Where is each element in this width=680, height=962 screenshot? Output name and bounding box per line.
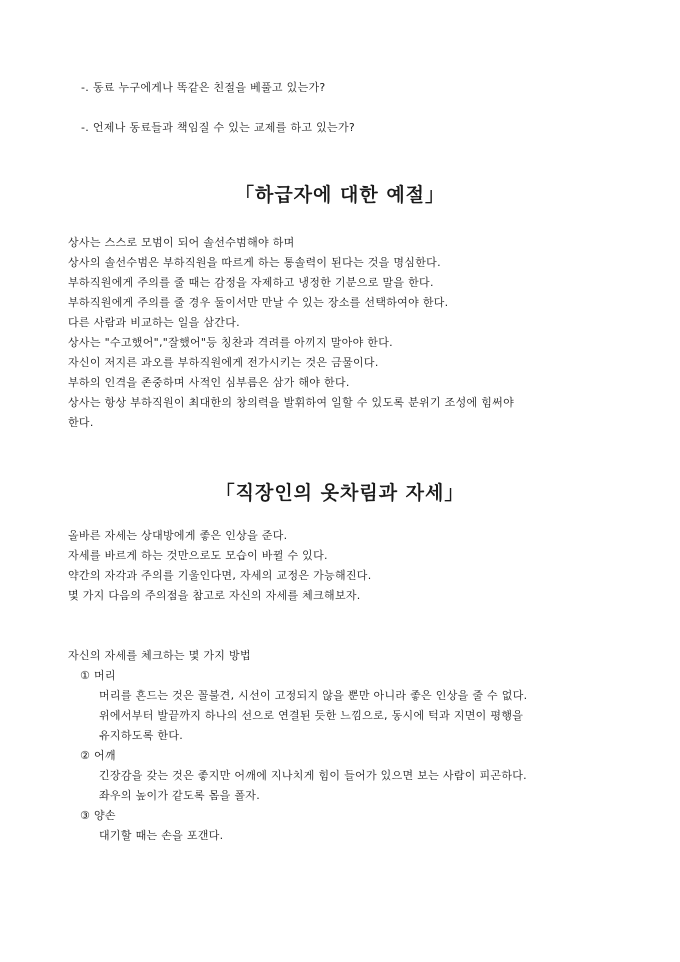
section-title-attire-posture: 「직장인의 옷차림과 자세」 [215, 482, 465, 504]
checklist-heading-head: ① 머리 [80, 669, 116, 682]
section1-line: 부하직원에게 주의를 줄 때는 감정을 자제하고 냉정한 기분으로 말을 한다. [68, 276, 434, 289]
checklist-line: 유지하도록 한다. [99, 729, 184, 742]
section2-line: 자세를 바르게 하는 것만으로도 모습이 바뀔 수 있다. [68, 549, 328, 562]
section1-line: 부하직원에게 주의를 줄 경우 둘이서만 만날 수 있는 장소를 선택하여야 한다. [68, 296, 449, 309]
section1-line: 한다. [68, 416, 94, 429]
section1-line: 자신이 저지른 과오를 부하직원에게 전가시키는 것은 금물이다. [68, 356, 379, 369]
top-item-1: -. 동료 누구에게나 똑같은 친절을 베풀고 있는가? [81, 81, 326, 94]
checklist-line: 위에서부터 발끝까지 하나의 선으로 연결된 듯한 느낌으로, 동시에 턱과 지면이 평행을 [99, 709, 524, 722]
top-item-2: -. 언제나 동료들과 책임질 수 있는 교제를 하고 있는가? [81, 121, 356, 134]
checklist-line: 좌우의 높이가 같도록 몸을 폴자. [99, 789, 261, 802]
section1-line: 부하의 인격을 존중하며 사적인 심부름은 삼가 해야 한다. [68, 376, 350, 389]
section2-line: 약간의 자각과 주의를 기울인다면, 자세의 교정은 가능해진다. [68, 569, 372, 582]
checklist-title: 자신의 자세를 체크하는 몇 가지 방법 [68, 649, 251, 662]
section2-line: 올바른 자세는 상대방에게 좋은 인상을 준다. [68, 529, 288, 542]
section1-line: 상사는 항상 부하직원이 최대한의 창의력을 발휘하여 일할 수 있도록 분위기 조성에 힘써야 [68, 396, 515, 409]
section1-line: 상사는 "수고했어","잘했어"등 칭찬과 격려를 아끼지 말아야 한다. [68, 336, 393, 349]
section1-line: 상사의 솔선수범은 부하직원을 따르게 하는 통솔력이 된다는 것을 명심한다. [68, 256, 441, 269]
checklist-heading-hands: ③ 양손 [80, 809, 116, 822]
section-title-subordinate-etiquette: 「하급자에 대한 예절」 [234, 184, 446, 206]
section1-line: 다른 사람과 비교하는 일을 삼간다. [68, 316, 240, 329]
checklist-heading-shoulders: ② 어깨 [80, 749, 116, 762]
section2-line: 몇 가지 다음의 주의점을 참고로 자신의 자세를 체크해보자. [68, 589, 361, 602]
checklist-line: 긴장감을 갖는 것은 좋지만 어깨에 지나치게 힘이 들어가 있으면 보는 사람이 피곤하다. [99, 769, 527, 782]
section1-line: 상사는 스스로 모범이 되어 솔선수범해야 하며 [68, 236, 295, 249]
checklist-line: 대기할 때는 손을 포갠다. [99, 829, 224, 842]
checklist-line: 머리를 흔드는 것은 꼴불견, 시선이 고정되지 않을 뿐만 아니라 좋은 인상을 줄 수 없다. [99, 689, 528, 702]
